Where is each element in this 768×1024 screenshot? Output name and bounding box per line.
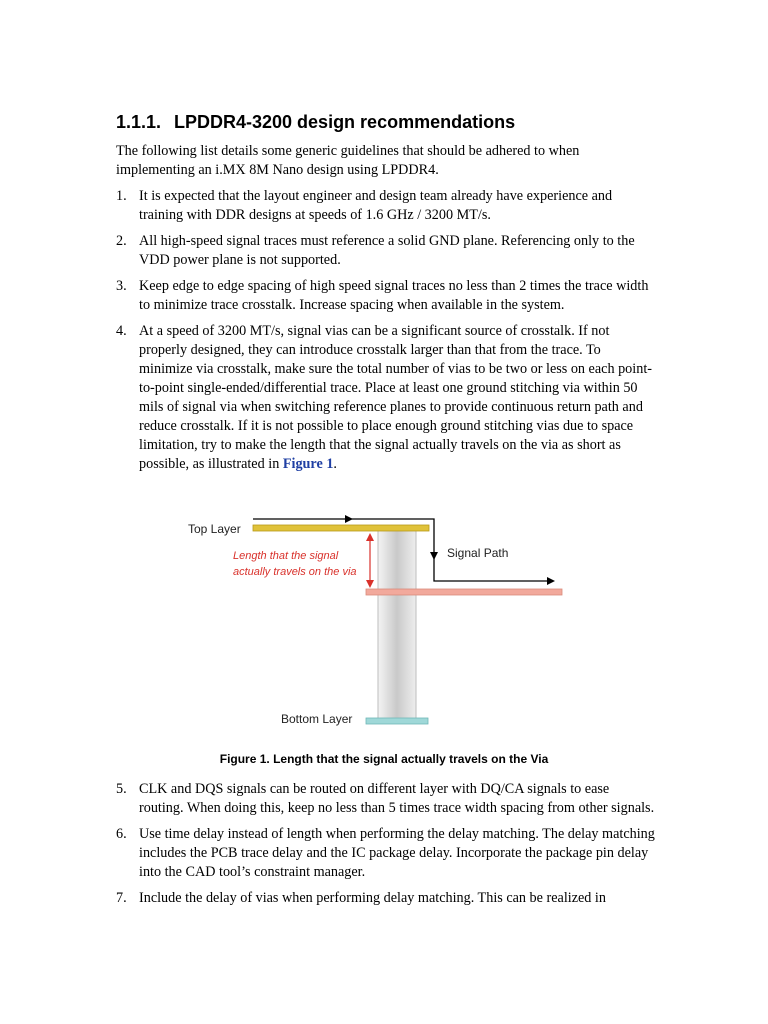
list-item (116, 187, 656, 225)
length-note-line-2: actually travels on the via (233, 566, 357, 578)
guideline-list-top (116, 187, 656, 481)
signal-arrow-right (547, 577, 555, 585)
list-item (116, 825, 656, 882)
figure-1-link[interactable]: Figure 1 (282, 456, 334, 472)
item-number: 1. (116, 188, 127, 204)
signal-path-line (253, 519, 553, 581)
item-text: CLK and DQS signals can be routed on different layer with DQ/CA signals to ease routing. When doing this, keep no less than 5 times trace width spacing from other signals. (139, 781, 655, 816)
bottom-layer-label: Bottom Layer (281, 712, 353, 726)
list-item (116, 889, 656, 908)
list-item (116, 277, 656, 315)
top-layer-label: Top Layer (188, 522, 241, 536)
list-item (116, 322, 656, 474)
figure-caption: Figure 1. Length that the signal actually travels on the Via (219, 752, 549, 766)
length-note-line-1: Length that the signal (233, 550, 339, 562)
item-text: All high-speed signal traces must reference a solid GND plane. Referencing only to the VDD power plane is not supported. (139, 233, 635, 268)
item-text: At a speed of 3200 MT/s, signal vias can be a significant source of crosstalk. If not properly designed, they can introduce crosstalk larger than that from the trace. To minimize via crosstalk, make sure the total number of vias to be two or less on each point-to-point single-ended/differential trace. Place at least one ground stitching via within 50 mils of signal via when switching reference planes to provide continuous return path and reduce crosstalk. If it is not possible to place enough ground stitching vias due to space limitation, try to make the length that the signal actually travels on the via as short as possible, as illustrated in (139, 323, 652, 472)
item-text: It is expected that the layout engineer and design team already have experience and training with DDR designs at speeds of 1.6 GHz / 3200 MT/s. (139, 188, 613, 223)
item-text: Keep edge to edge spacing of high speed signal traces no less than 2 times the trace width to minimize trace crosstalk. Increase spacing when available in the system. (139, 278, 649, 313)
intro-paragraph: The following list details some generic guidelines that should be adhered to when implementing an i.MX 8M Nano design using LPDDR4. (116, 143, 580, 178)
item-number: 4. (116, 323, 127, 339)
section-heading (116, 111, 515, 133)
item-number: 6. (116, 826, 127, 842)
list-item (116, 232, 656, 270)
signal-arrow-down (430, 552, 438, 560)
bottom-layer-trace (366, 718, 428, 724)
mid-layer-trace (366, 589, 562, 595)
signal-path-label: Signal Path (447, 546, 509, 560)
list-item (116, 780, 656, 818)
item-number: 7. (116, 890, 127, 906)
item-text: Use time delay instead of length when performing the delay matching. The delay matching includes the PCB trace delay and the IC package delay. Incorporate the package pin delay into the CAD tool’s constraint manager. (139, 826, 655, 880)
item-number: 5. (116, 781, 127, 797)
top-layer-trace (253, 525, 429, 531)
via-barrel (378, 528, 416, 720)
item-text: Include the delay of vias when performing delay matching. This can be realized in (139, 890, 606, 906)
item-number: 3. (116, 278, 127, 294)
item-number: 2. (116, 233, 127, 249)
item-text-tail: . (333, 456, 337, 472)
signal-arrow-top (345, 515, 353, 523)
guideline-list-bottom (116, 780, 656, 915)
section-number: 1.1.1. (116, 112, 162, 132)
section-title: LPDDR4-3200 design recommendations (174, 112, 516, 132)
